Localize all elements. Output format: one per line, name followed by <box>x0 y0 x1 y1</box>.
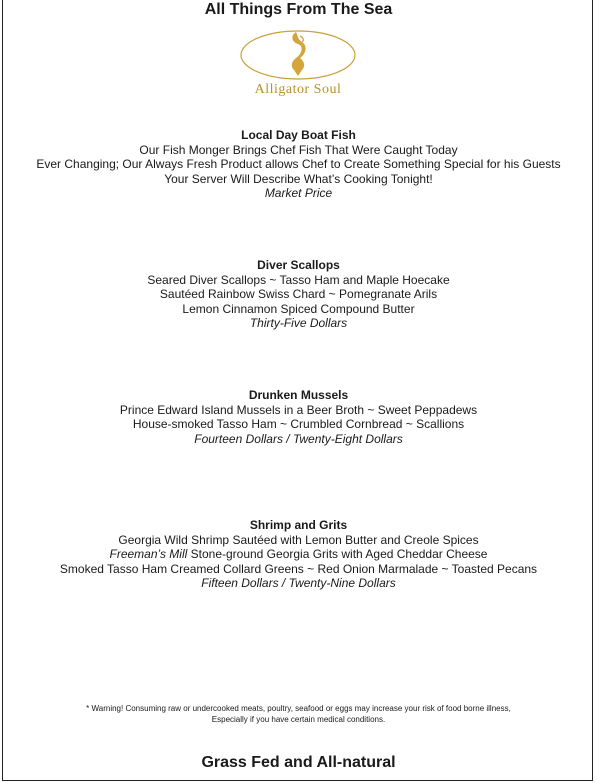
page-title: All Things From The Sea <box>204 1 393 18</box>
item-description-text: Stone-ground Georgia Grits with Aged Cheddar Cheese <box>187 547 488 562</box>
restaurant-logo <box>238 26 358 100</box>
item-description-line: Lemon Cinnamon Spiced Compound Butter <box>182 301 415 316</box>
item-name: Diver Scallops <box>257 258 340 272</box>
item-name: Shrimp and Grits <box>249 518 348 532</box>
alligator-tail-logo-icon <box>238 26 358 84</box>
menu-item-drunken-mussels <box>0 388 597 446</box>
logo-wordmark: Alligator Soul <box>254 82 342 97</box>
item-price: Fifteen Dollars / Twenty-Nine Dollars <box>201 576 396 591</box>
item-description-line: Our Fish Monger Brings Chef Fish That Were Caught Today <box>139 142 458 157</box>
warning-line: * Warning! Consuming raw or undercooked meats, poultry, seafood or eggs may increase your risk of food borne illness, <box>86 704 511 713</box>
menu-item-diver-scallops <box>0 258 597 331</box>
item-description-line: Your Server Will Describe What’s Cooking Tonight! <box>164 171 433 186</box>
mill-name: Freeman’s Mill <box>109 547 188 562</box>
next-section-title: Grass Fed and All-natural <box>201 754 396 771</box>
item-price: Market Price <box>264 186 333 201</box>
item-description-line <box>0 547 597 562</box>
warning-line: Especially if you have certain medical conditions. <box>211 715 386 724</box>
menu-item-local-day-boat-fish <box>0 128 597 201</box>
item-price: Thirty-Five Dollars <box>249 316 348 331</box>
item-description-line: Seared Diver Scallops ~ Tasso Ham and Maple Hoecake <box>147 272 450 287</box>
item-description-line: Prince Edward Island Mussels in a Beer Broth ~ Sweet Peppadews <box>119 402 478 417</box>
menu-item-shrimp-and-grits <box>0 518 597 591</box>
item-description-line: House-smoked Tasso Ham ~ Crumbled Cornbread ~ Scallions <box>132 417 465 432</box>
item-description-line: Smoked Tasso Ham Creamed Collard Greens ~ Red Onion Marmalade ~ Toasted Pecans <box>59 561 538 576</box>
item-description-line: Georgia Wild Shrimp Sautéed with Lemon Butter and Creole Spices <box>118 532 479 547</box>
item-price: Fourteen Dollars / Twenty-Eight Dollars <box>194 431 403 446</box>
item-description-line: Ever Changing; Our Always Fresh Product allows Chef to Create Something Special for his Guests <box>36 157 561 172</box>
food-safety-warning <box>0 703 597 725</box>
item-description-line: Sautéed Rainbow Swiss Chard ~ Pomegranate Arils <box>159 287 438 302</box>
item-name: Local Day Boat Fish <box>241 128 356 142</box>
item-name: Drunken Mussels <box>248 388 349 402</box>
